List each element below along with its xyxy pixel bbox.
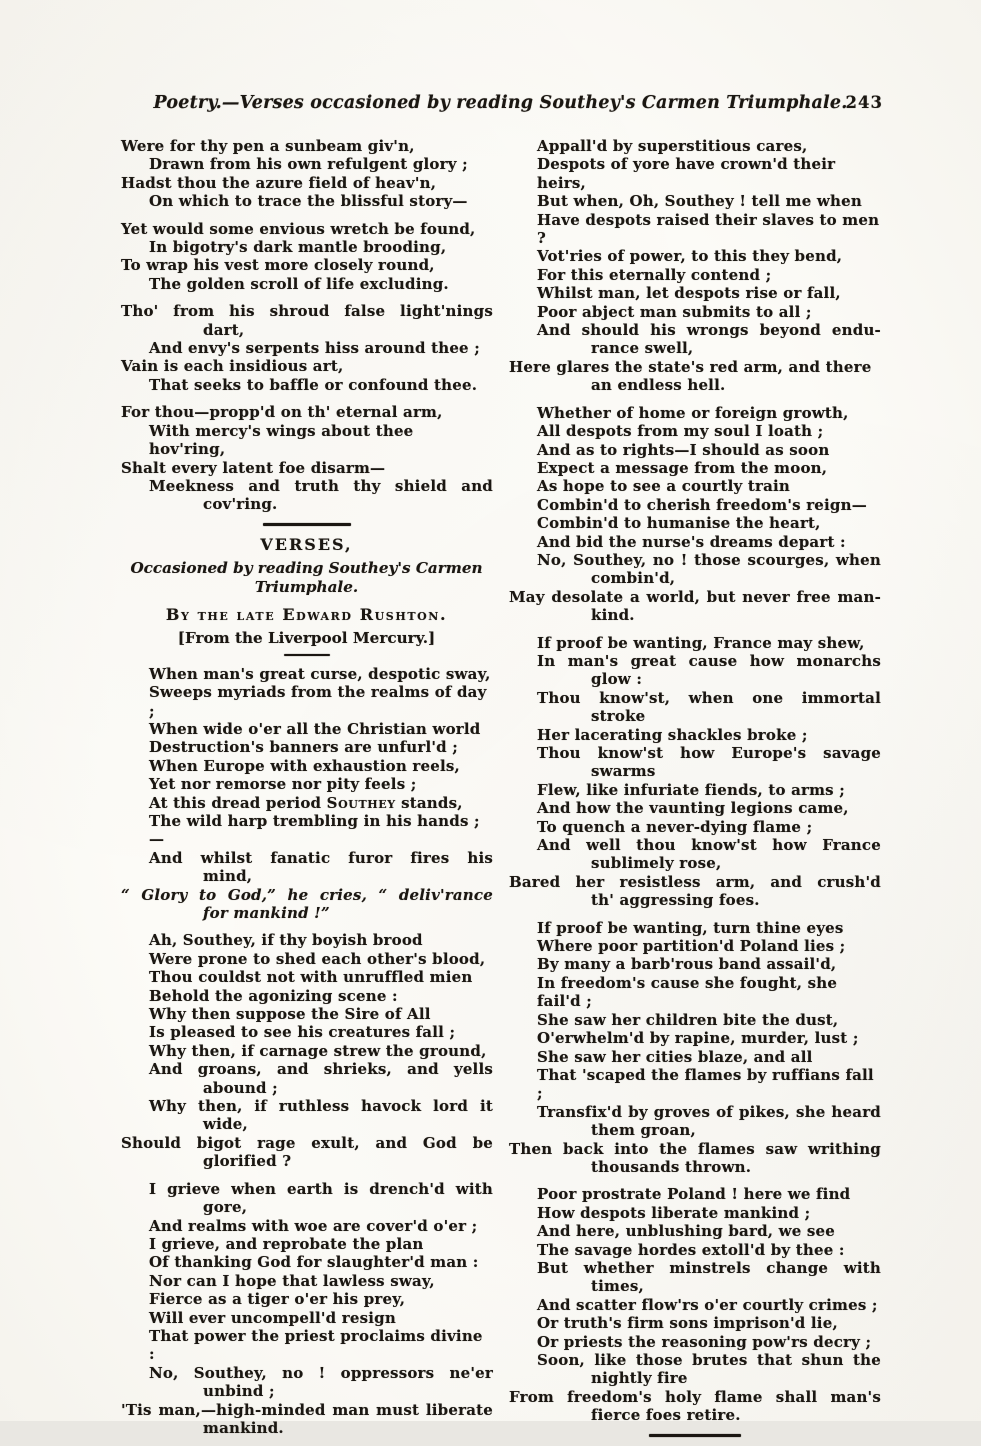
text-columns (120, 137, 881, 1446)
poem-line: times, (591, 1277, 644, 1296)
separator-rule (284, 654, 330, 656)
poem-line: dart, (203, 320, 245, 339)
stanza (508, 919, 881, 1177)
poem-line: Shalt every latent foe disarm— (121, 458, 386, 477)
poem-line: Why then, if carnage strew the ground, (149, 1041, 487, 1060)
poem-line: And well thou know'st how France (537, 836, 881, 855)
poem-line: Why then, if ruthless havock lord it (149, 1097, 493, 1116)
poem-line: Meekness and truth thy shield and (149, 476, 493, 495)
poem-line: The golden scroll of life excluding. (149, 274, 449, 293)
poem-line: And bid the nurse's dreams depart : (537, 532, 846, 551)
poem-line: And how the vaunting legions came, (537, 799, 849, 818)
poem-line: Yet nor remorse nor pity feels ; (149, 775, 417, 794)
poem-line: rance swell, (591, 339, 694, 358)
poem-line: Whilst man, let despots rise or fall, (537, 284, 841, 303)
poem-line: O'erwhelm'd by rapine, murder, lust ; (537, 1029, 859, 1048)
poem-line: Hadst thou the azure field of heav'n, (121, 173, 437, 192)
poem-line: And envy's serpents hiss around thee ; (149, 339, 480, 358)
poem-line: kind. (591, 606, 635, 625)
poem-line: Thou know'st how Europe's savage (537, 744, 881, 762)
poem-line: glorified ? (203, 1152, 292, 1171)
stanza (508, 137, 881, 395)
poem-line: In bigotry's dark mantle brooding, (149, 238, 447, 257)
poem-line: Behold the agonizing scene : (149, 986, 398, 1005)
poem-line: sublimely rose, (591, 854, 722, 873)
poem-line: No, Southey, no ! those scourges, when (537, 550, 881, 569)
poem-line: When man's great curse, despotic sway, (149, 664, 491, 683)
poem-line: Poor prostrate Poland ! here we find (537, 1185, 851, 1204)
poem-line: Expect a message from the moon, (537, 458, 828, 477)
left-column (120, 137, 493, 1446)
poem-line: glow : (591, 670, 643, 689)
poem-line: th' aggressing foes. (591, 891, 760, 910)
stanza (120, 220, 493, 294)
poem-line: I grieve, and reprobate the plan (149, 1234, 424, 1253)
poem-line: Appall'd by superstitious cares, (537, 137, 808, 155)
poem-line: She saw her children bite the dust, (537, 1010, 839, 1029)
stanza (120, 665, 493, 923)
stanza (508, 404, 881, 625)
poem-line (120, 794, 493, 812)
poem-line: For thou—propp'd on th' eternal arm, (121, 403, 443, 422)
poem-line: Vot'ries of power, to this they bend, (537, 247, 843, 266)
small-caps-name: Southey (326, 793, 396, 812)
poem-line: That seeks to baffle or confound thee. (149, 375, 478, 394)
poem-subtitle-line: Occasioned by reading Southey's Carmen (130, 558, 483, 577)
poem-line: swarms (591, 762, 656, 781)
poem-line: As hope to see a courtly train (537, 477, 790, 496)
poem-subtitle-line: Triumphale. (254, 578, 359, 597)
poem-line: Were prone to shed each other's blood, (149, 949, 486, 968)
poem-line: abound ; (203, 1078, 278, 1097)
page-number: 243 (845, 93, 883, 112)
poem-line: wide, (203, 1115, 248, 1134)
poem-line: stroke (591, 707, 646, 726)
poem-line: combin'd, (591, 569, 676, 588)
poem-line: How despots liberate mankind ; (537, 1203, 811, 1222)
separator-rule (649, 1434, 741, 1437)
poem-line: Of thanking God for slaughter'd man : (149, 1253, 479, 1272)
stanza (120, 931, 493, 1170)
poem-line: By many a barb'rous band assail'd, (537, 955, 837, 974)
poem-line: On which to trace the blissful story— (149, 192, 468, 211)
poem-line: With mercy's wings about thee hov'ring, (149, 421, 414, 459)
poem-line: unbind ; (203, 1382, 275, 1401)
poem-line: 'Tis man,—high-minded man must liberate (121, 1400, 493, 1419)
poem-line: fierce foes retire. (591, 1406, 741, 1425)
poem-line: Here glares the state's red arm, and there (509, 357, 872, 376)
poem-line: Ah, Southey, if thy boyish brood (149, 931, 423, 950)
stanza (508, 634, 881, 910)
poem-line: for mankind !” (203, 904, 330, 922)
poem-line: That 'scaped the flames by ruffians fall ; (537, 1065, 874, 1103)
poem-line: For this eternally contend ; (537, 265, 772, 284)
poem-line: May desolate a world, but never free man- (509, 587, 881, 606)
poem-line: All despots from my soul I loath ; (537, 422, 824, 441)
poem-line: Thou couldst not with unruffled mien (149, 968, 473, 987)
poem-line: If proof be wanting, turn thine eyes (537, 918, 844, 937)
poem-line: Despots of yore have crown'd their heirs, (537, 155, 836, 192)
poem-line: Vain is each insidious art, (121, 357, 344, 376)
poem-byline: By the late Edward Rushton. (165, 604, 448, 624)
line-fragment: At this dread period (149, 793, 327, 812)
poem-line: gore, (203, 1198, 248, 1217)
poem-line: If proof be wanting, France may shew, (537, 633, 865, 652)
poem-line: She saw her cities blaze, and all (537, 1047, 813, 1066)
poem-line: That power the priest proclaims divine : (149, 1326, 483, 1364)
poem-title: VERSES, (260, 534, 353, 554)
poem-line: Bared her resistless arm, and crush'd (509, 872, 881, 891)
right-column (508, 137, 881, 1446)
page-header (120, 93, 881, 117)
poem-line: Her lacerating shackles broke ; (537, 725, 808, 744)
poem-line: Flew, like infuriate fiends, to arms ; (537, 780, 845, 799)
poem-line: Or truth's firm sons imprison'd lie, (537, 1314, 838, 1333)
poem-line: I grieve when earth is drench'd with (149, 1179, 493, 1198)
poem-line: To wrap his vest more closely round, (121, 256, 435, 275)
poem-line: mind, (203, 867, 253, 886)
poem-line: Drawn from his own refulgent glory ; (149, 155, 468, 174)
poem-line: Nor can I hope that lawless sway, (149, 1271, 435, 1290)
poem-line: Sweeps myriads from the realms of day ; (149, 683, 487, 720)
poem-line: Why then suppose the Sire of All (149, 1005, 431, 1024)
poem-line: Tho' from his shroud false light'nings (121, 302, 493, 321)
stanza (120, 137, 493, 211)
stanza (508, 1185, 881, 1424)
poem-line: mankind. (203, 1418, 284, 1437)
poem-line: Thou know'st, when one immortal (537, 688, 881, 707)
poem-line: But whether minstrels change with (537, 1258, 881, 1277)
running-title: Poetry.—Verses occasioned by reading Southey's Carmen Triumphale. (153, 93, 848, 113)
poem-line: cov'ring. (203, 495, 278, 514)
poem-line: nightly fire (591, 1369, 688, 1388)
stanza (120, 403, 493, 513)
poem-line: When wide o'er all the Christian world (149, 719, 481, 738)
poem-line: From freedom's holy flame shall man's (509, 1387, 881, 1406)
poem-line: And whilst fanatic furor fires his (149, 848, 493, 867)
line-fragment: stands, (395, 793, 463, 812)
poem-line: Poor abject man submits to all ; (537, 302, 812, 321)
poem-line: Were for thy pen a sunbeam giv'n, (121, 137, 415, 155)
poem-line: Whether of home or foreign growth, (537, 403, 849, 422)
poem-line: Will ever uncompell'd resign (149, 1308, 396, 1327)
poem-line: In freedom's cause she fought, she fail'd ; (537, 973, 838, 1011)
poem-line: To quench a never-dying flame ; (537, 817, 813, 836)
poem-line: Soon, like those brutes that shun the (537, 1351, 881, 1369)
poem-line: And scatter flow'rs o'er courtly crimes ; (537, 1295, 878, 1314)
poem-line: Or priests the reasoning pow'rs decry ; (537, 1332, 872, 1351)
poem-source: [From the Liverpool Mercury.] (177, 628, 436, 647)
poem-line: Fierce as a tiger o'er his prey, (149, 1290, 406, 1309)
poem-line: an endless hell. (591, 376, 726, 395)
poem-line: But when, Oh, Southey ! tell me when (537, 192, 862, 211)
poem-line: Transfix'd by groves of pikes, she heard (537, 1102, 881, 1121)
poem-line: In man's great cause how monarchs (537, 651, 881, 670)
poem-line: “ Glory to God,” he cries, “ deliv'rance (121, 885, 493, 904)
poem-line: Where poor partition'd Poland lies ; (537, 937, 846, 956)
poem-line: Combin'd to humanise the heart, (537, 514, 821, 533)
poem-line: Combin'd to cherish freedom's reign— (537, 495, 867, 514)
poem-line: And here, unblushing bard, we see (537, 1222, 836, 1241)
poem-line: Yet would some envious wretch be found, (121, 219, 476, 238)
poem-line: When Europe with exhaustion reels, (149, 756, 460, 775)
stanza (120, 1180, 493, 1438)
poem-line: No, Southey, no ! oppressors ne'er (149, 1363, 493, 1382)
poem-line: And realms with woe are cover'd o'er ; (149, 1216, 478, 1235)
poem-line: Have despots raised their slaves to men ? (537, 210, 880, 248)
poem-line: Should bigot rage exult, and God be (121, 1133, 493, 1152)
poem-line: Destruction's banners are unfurl'd ; (149, 738, 458, 757)
poem-line: The savage hordes extoll'd by thee : (537, 1240, 845, 1259)
poem-line: And should his wrongs beyond endu- (537, 321, 881, 340)
poem-line: And groans, and shrieks, and yells (149, 1060, 493, 1079)
poem-line: The wild harp trembling in his hands ;— (149, 811, 480, 849)
separator-rule (263, 523, 351, 526)
poem-line: Is pleased to see his creatures fall ; (149, 1023, 456, 1042)
poem-line: And as to rights—I should as soon (537, 440, 830, 459)
poem-line: thousands thrown. (591, 1157, 752, 1176)
poem-line: them groan, (591, 1121, 696, 1140)
poem-line: Then back into the flames saw writhing (509, 1139, 881, 1158)
stanza (120, 302, 493, 394)
